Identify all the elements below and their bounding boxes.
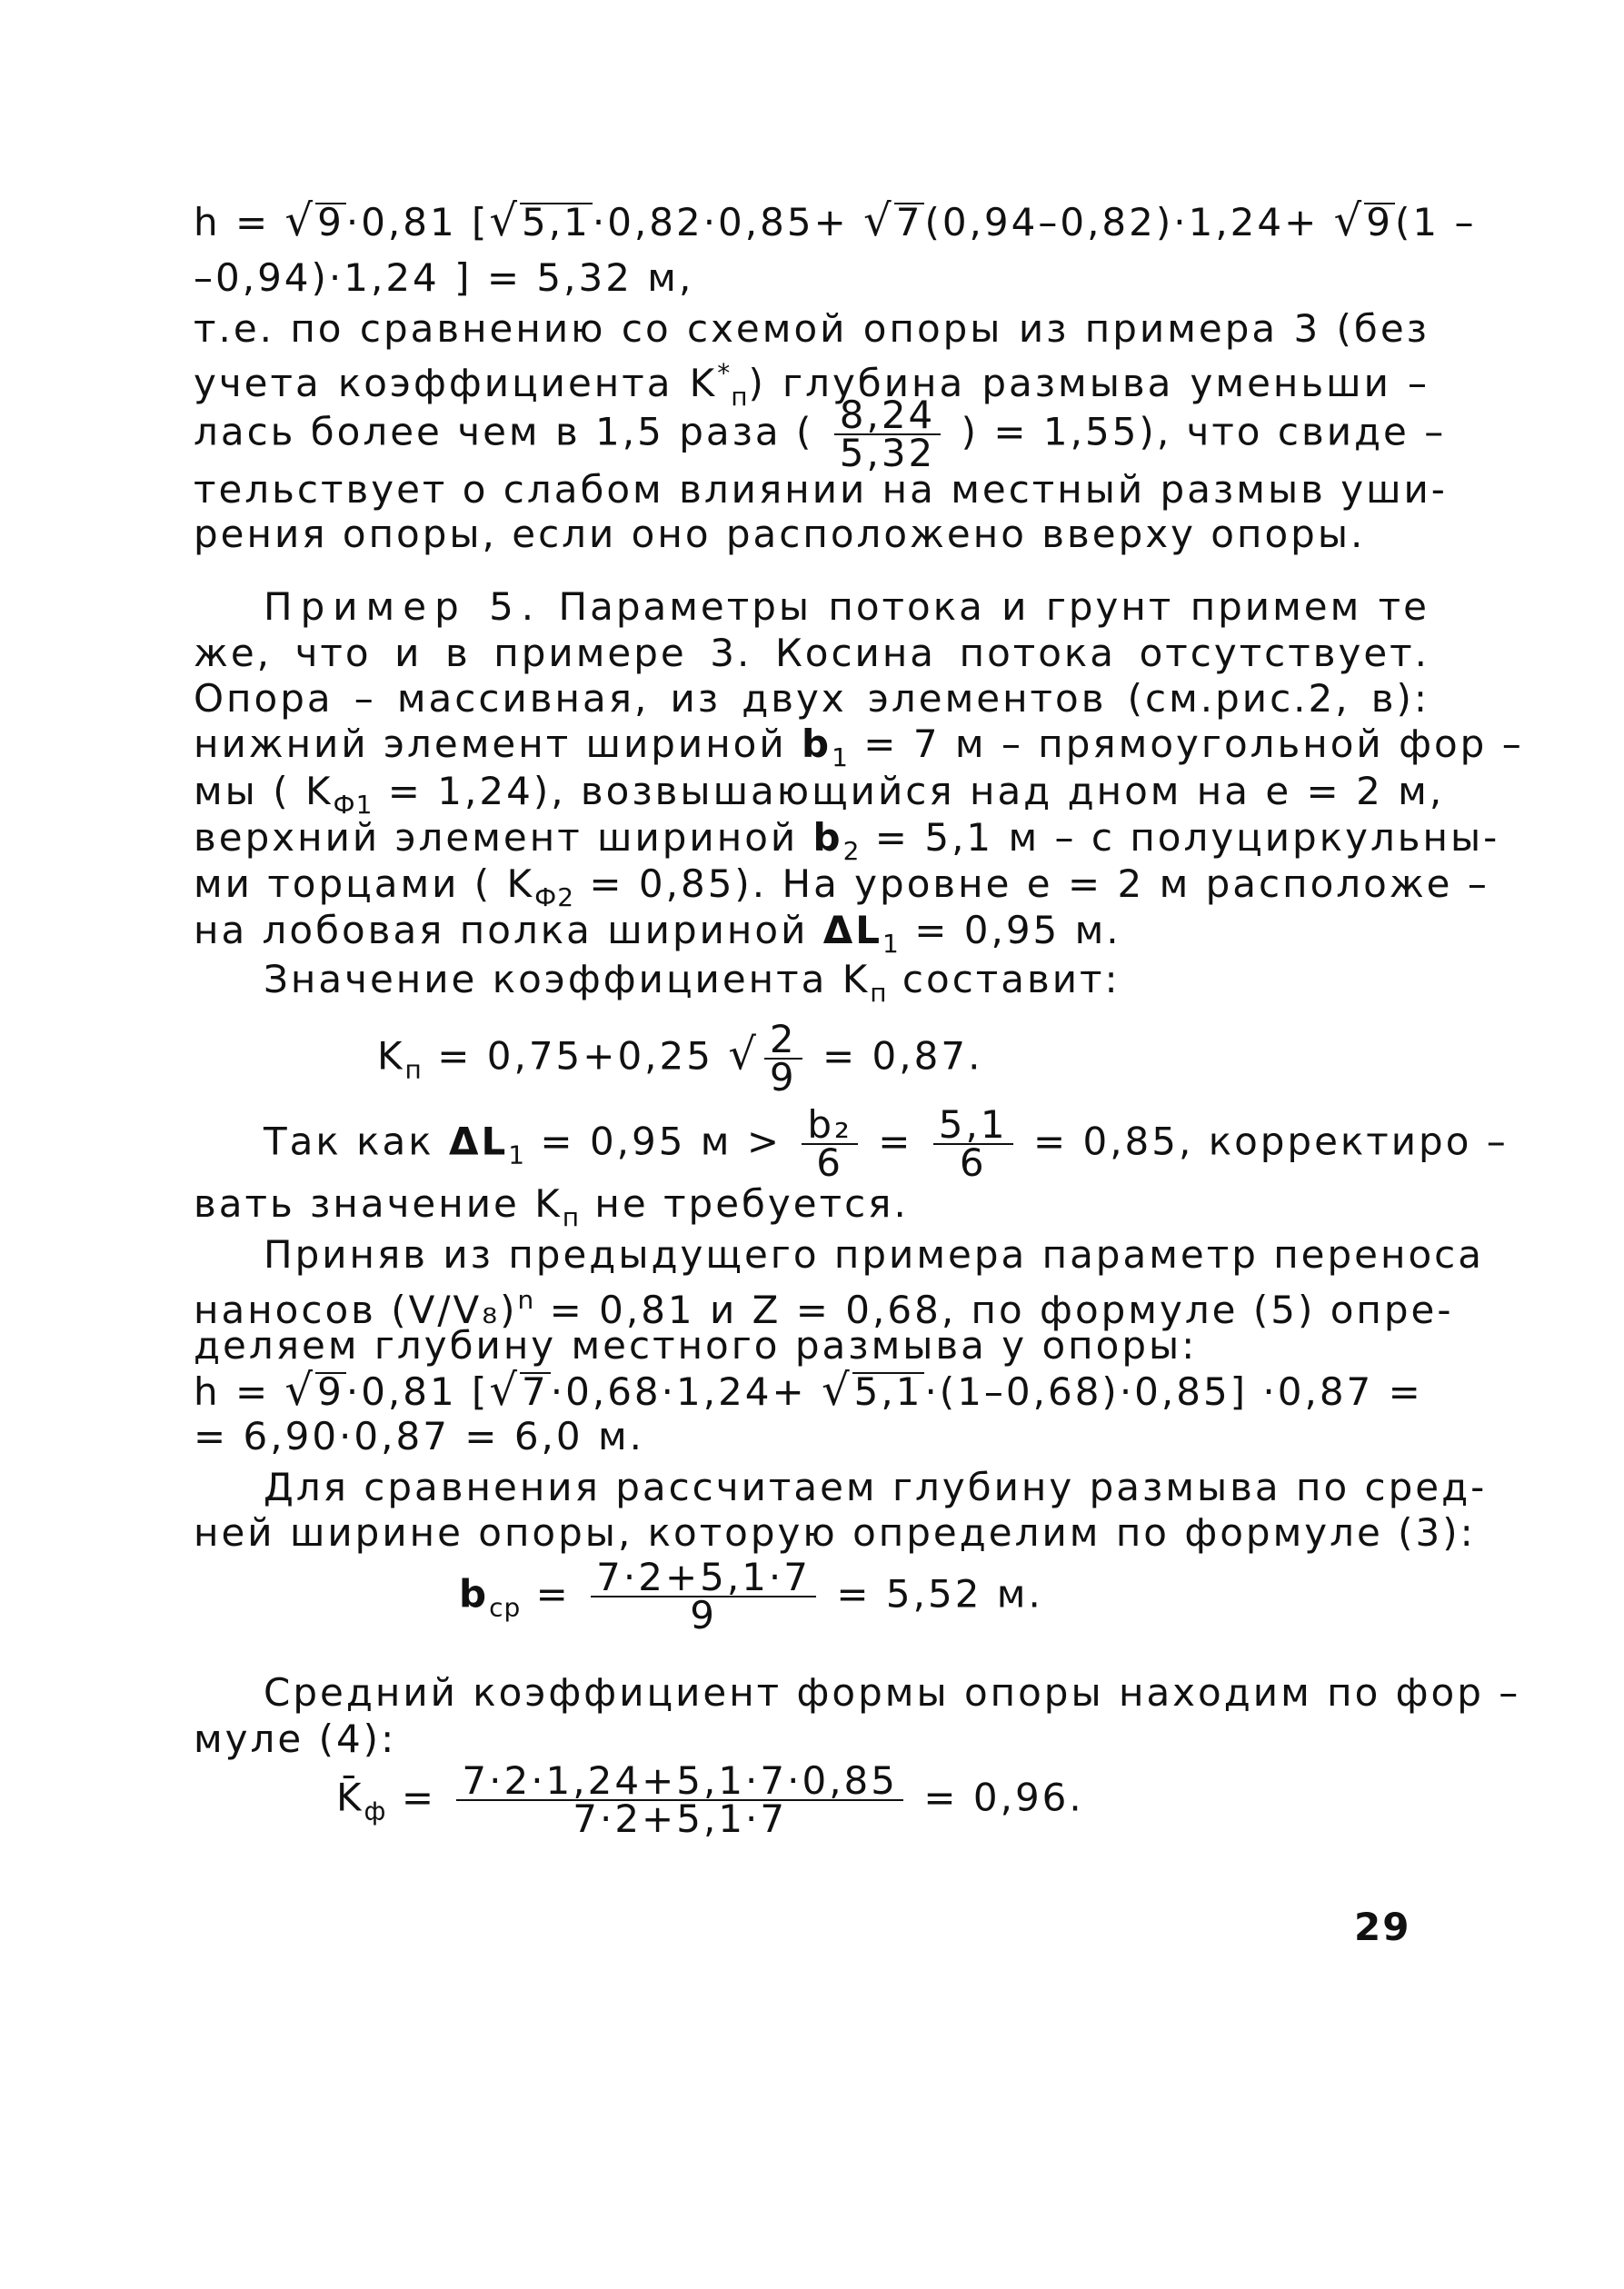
formula-text: = 5,52 м. — [822, 1571, 1043, 1617]
text: мы ( — [194, 769, 305, 813]
numerator: 2 — [764, 1021, 802, 1060]
coef-k: K̄ — [336, 1775, 364, 1820]
example-label: Пример 5. — [264, 584, 543, 629]
sqrt-sign: √ — [489, 1365, 521, 1416]
formula-h2-line-1 — [194, 1365, 1430, 1416]
sup: n — [517, 1285, 535, 1315]
numerator: 5,1 — [933, 1107, 1013, 1145]
sub: 1 — [508, 1140, 526, 1170]
paragraph-line: Средний коэффициент формы опоры находим по фор – — [264, 1670, 1521, 1715]
coef-k: K — [842, 957, 871, 1001]
denominator: 9 — [690, 1593, 717, 1637]
denominator: 7·2+5,1·7 — [573, 1796, 788, 1841]
paragraph-line: т.е. по сравнению со схемой опоры из примера 3 (без — [194, 306, 1430, 351]
sub: ср — [489, 1592, 522, 1623]
paragraph-line: рения опоры, если оно расположено вверху опоры. — [194, 512, 1366, 556]
text: = 0,85). На уровне e = 2 м расположе – — [574, 861, 1489, 906]
paragraph-line — [264, 1102, 1509, 1185]
sub: 2 — [842, 836, 861, 866]
formula-text: h = — [194, 200, 285, 244]
text: = 0,95 м > — [525, 1119, 797, 1164]
text: учета коэффициента — [194, 361, 673, 405]
text: составит: — [887, 957, 1121, 1001]
text: не требуется. — [580, 1181, 909, 1226]
var-dl: ΔL — [822, 908, 883, 952]
sup: * — [717, 358, 732, 388]
radicand: 9 — [1366, 200, 1393, 244]
text: нижний элемент шириной — [194, 722, 787, 766]
coef-k: K — [304, 769, 334, 813]
formula-kp — [377, 1017, 1613, 1100]
text: = 7 м – прямоугольной фор – — [848, 722, 1524, 766]
formula-text: = 0,87. — [807, 1033, 983, 1079]
fraction — [834, 393, 942, 475]
coef-k: K — [506, 861, 535, 906]
coef-k: K — [377, 1033, 405, 1079]
numerator: 7·2·1,24+5,1·7·0,85 — [456, 1763, 903, 1801]
fraction — [802, 1102, 858, 1185]
fraction — [591, 1555, 816, 1637]
radicand: 5,1 — [853, 1369, 923, 1414]
formula-text: h = — [194, 1369, 285, 1414]
numerator: b₂ — [802, 1107, 858, 1145]
sub: п — [731, 382, 749, 412]
fraction — [764, 1017, 802, 1100]
numerator: 8,24 — [834, 397, 942, 435]
sqrt-sign: √ — [284, 1365, 316, 1416]
text: ) = 1,55), что свиде – — [961, 409, 1447, 454]
numerator: 7·2+5,1·7 — [591, 1559, 816, 1597]
radicand: 7 — [522, 1369, 549, 1414]
fraction — [933, 1102, 1013, 1185]
paragraph-line: тельствует о слабом влиянии на местный размыв уши- — [194, 467, 1448, 512]
formula-text: (0,94–0,82)·1,24+ — [924, 200, 1334, 244]
coef-k: K — [689, 361, 718, 405]
formula-text: = 0,96. — [909, 1775, 1084, 1820]
text: наносов ( — [194, 1288, 409, 1332]
sqrt-sign: √ — [728, 1029, 759, 1080]
sub: п — [562, 1202, 581, 1232]
text: ми торцами ( — [194, 861, 507, 906]
formula-text: = 0,75+0,25 — [422, 1033, 729, 1079]
paragraph-line: муле (4): — [194, 1717, 397, 1761]
paragraph-line: Опора – массивная, из двух элементов (см.рис.2, в): — [194, 676, 1430, 721]
paragraph-line: Приняв из предыдущего примера параметр переноса — [264, 1232, 1484, 1277]
text: на лобовая полка шириной — [194, 908, 809, 952]
sub: Ф2 — [534, 882, 575, 912]
formula-b-avg — [459, 1555, 1624, 1637]
sub: ф — [364, 1796, 387, 1826]
var-dl: ΔL — [448, 1119, 509, 1164]
text: Значение коэффициента — [264, 957, 828, 1001]
text: Параметры потока и грунт примем те — [558, 584, 1430, 629]
formula-text: = — [521, 1571, 586, 1617]
sub: Ф1 — [333, 790, 374, 820]
paragraph-line — [264, 957, 1430, 1016]
text: = 1,24), возвышающийся над дном на e = 2 м, — [373, 769, 1445, 813]
radicand: 9 — [317, 200, 344, 244]
radicand: 7 — [895, 200, 923, 244]
text: ) глубина размыва уменьши – — [748, 361, 1430, 405]
formula-text: ·0,81 [ — [345, 200, 490, 244]
sqrt-sign: √ — [284, 195, 316, 246]
formula-h2-line-2: = 6,90·0,87 = 6,0 м. — [194, 1414, 644, 1458]
formula-text: ·0,68·1,24+ — [550, 1369, 822, 1414]
formula-text: = — [386, 1775, 452, 1820]
fraction — [456, 1758, 903, 1841]
text: лась более чем в 1,5 раза ( — [194, 409, 814, 454]
sqrt-sign: √ — [1333, 195, 1365, 246]
text: = 5,1 м – с полуциркульны- — [860, 815, 1500, 860]
sub: 1 — [832, 742, 849, 772]
formula-text: ·0,82·0,85+ — [592, 200, 864, 244]
paragraph-line — [194, 393, 1447, 475]
sqrt-sign: √ — [489, 195, 521, 246]
formula-text: ·(1–0,68)·0,85] ·0,87 = — [924, 1369, 1423, 1414]
text: вать значение — [194, 1181, 520, 1226]
var-b: b — [802, 722, 832, 766]
formula-text: (1 – — [1395, 200, 1477, 244]
page-number: 29 — [1354, 1905, 1411, 1949]
sqrt-sign: √ — [863, 195, 894, 246]
paragraph-line: Для сравнения рассчитаем глубину размыва по сред- — [264, 1465, 1488, 1509]
paragraph-line: же, что и в примере 3. Косина потока отсутствует. — [194, 631, 1430, 675]
var-b: b — [459, 1571, 490, 1617]
sub: п — [870, 978, 888, 1008]
text: = — [862, 1119, 928, 1164]
denominator: 6 — [959, 1140, 987, 1185]
sqrt-sign: √ — [822, 1365, 852, 1416]
sub: п — [404, 1054, 423, 1085]
denominator: 9 — [769, 1055, 797, 1100]
text: = 0,81 и Z = 0,68, по формуле (5) опре- — [534, 1288, 1454, 1332]
denominator: 5,32 — [839, 431, 936, 475]
radicand: 5,1 — [522, 200, 591, 244]
var-v: V/V₈) — [408, 1288, 518, 1332]
text: = 0,85, корректиро – — [1018, 1119, 1509, 1164]
sub: 1 — [882, 929, 900, 959]
var-b: b — [812, 815, 843, 860]
formula-kf-avg — [336, 1758, 1572, 1841]
text: = 0,95 м. — [899, 908, 1121, 952]
coef-k: K — [534, 1181, 563, 1226]
denominator: 6 — [816, 1140, 843, 1185]
radicand: 9 — [317, 1369, 344, 1414]
text: верхний элемент шириной — [194, 815, 799, 860]
paragraph-line: ней ширине опоры, которую определим по формуле (3): — [194, 1510, 1476, 1555]
formula-h-line-2: –0,94)·1,24 ] = 5,32 м, — [194, 255, 694, 300]
formula-h-line-1 — [194, 195, 1477, 246]
paragraph-line: деляем глубину местного размыва у опоры: — [194, 1323, 1198, 1368]
formula-text: ·0,81 [ — [345, 1369, 490, 1414]
example-heading-line — [264, 584, 1430, 630]
text: Так как — [264, 1119, 449, 1164]
